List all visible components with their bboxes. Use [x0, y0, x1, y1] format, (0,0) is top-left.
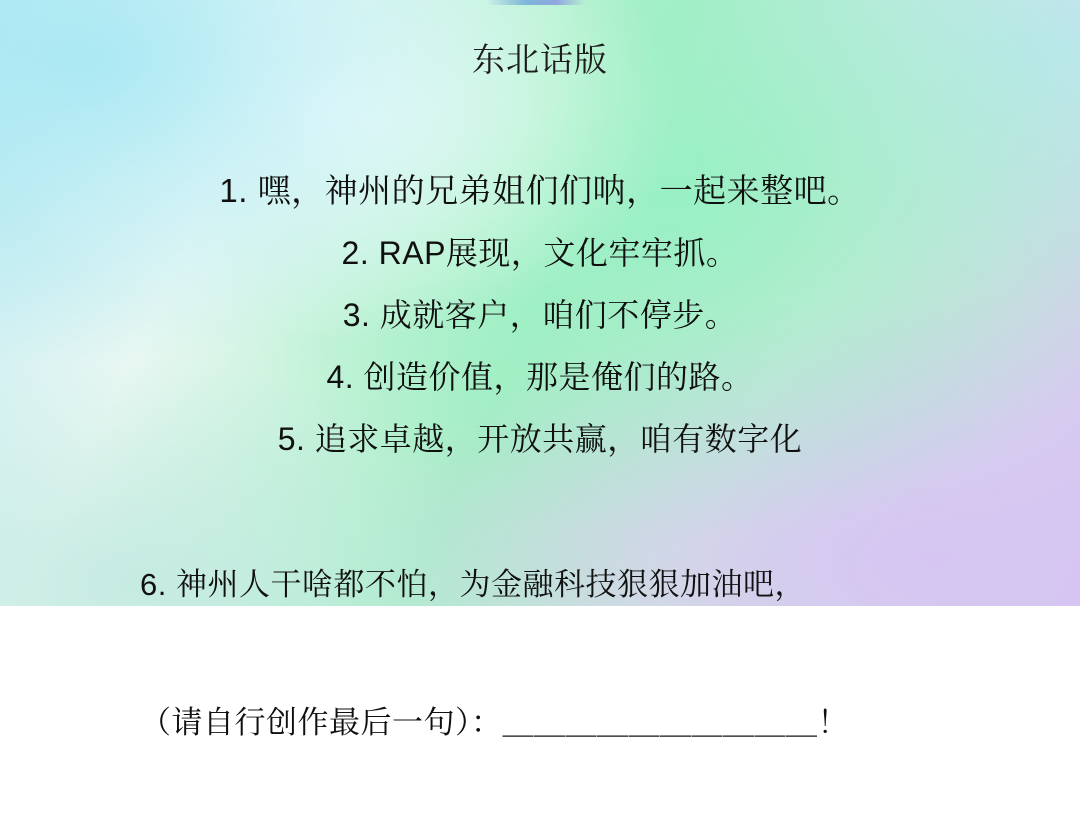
last-line-blank: （请自行创作最后一句）：＿＿＿＿＿＿＿＿＿＿！: [140, 705, 849, 740]
list-item: 2. RAP展现，文化牢牢抓。: [341, 235, 739, 271]
list-item: 3. 成就客户，咱们不停步。: [342, 297, 738, 333]
list-item: 5. 追求卓越，开放共赢，咱有数字化: [277, 421, 803, 457]
last-line-first: 6. 神州人干啥都不怕，为金融科技狠狠加油吧，: [140, 567, 806, 602]
verse-list: [0, 160, 1080, 838]
page-title: 东北话版: [472, 41, 608, 78]
list-item-last: [0, 470, 1080, 838]
list-item: 1. 嘿，神州的兄弟姐们们呐，一起来整吧。: [219, 172, 861, 209]
top-accent-bar: [486, 0, 586, 5]
list-item: 4. 创造价值，那是俺们的路。: [326, 359, 754, 395]
